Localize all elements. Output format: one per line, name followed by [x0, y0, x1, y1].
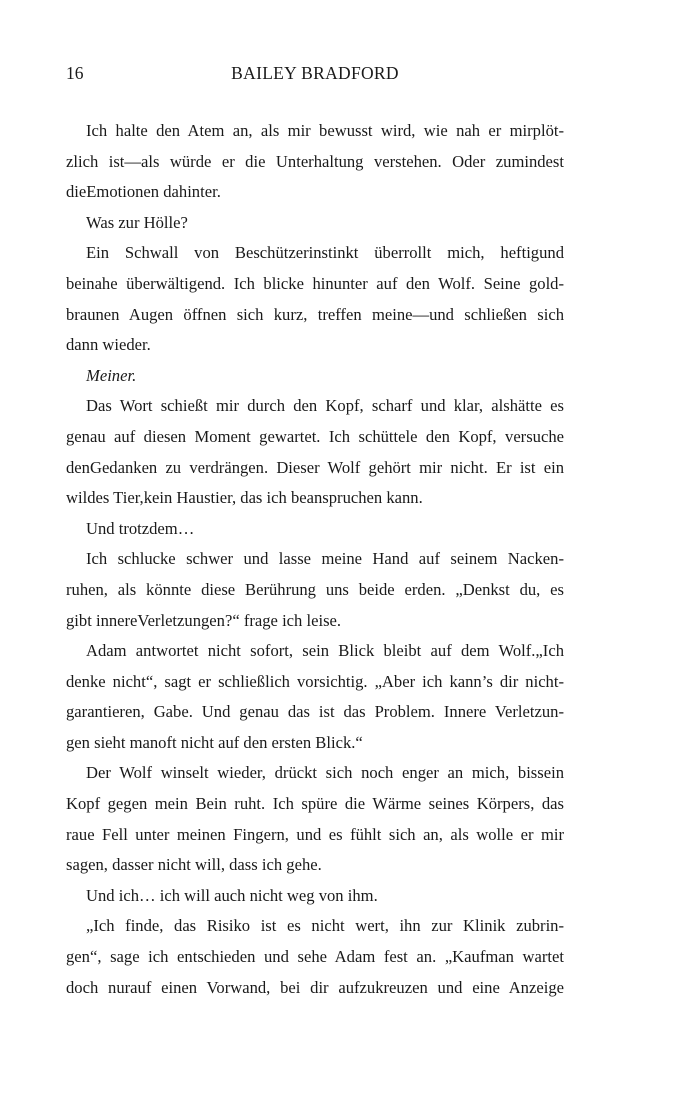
text-line: gen“, sage ich entschieden und sehe Adam fest an. „Kaufman wartet	[66, 947, 564, 967]
text-line: braunen Augen öffnen sich kurz, treffen meine—und schließen sich	[66, 304, 564, 324]
text-line: beinahe überwältigend. Ich blicke hinunter auf den Wolf. Seine gold-	[66, 273, 564, 293]
text-line: garantieren, Gabe. Und genau das ist das Problem. Innere Verletzun-	[66, 702, 564, 722]
text-line: dann wieder.	[66, 335, 151, 355]
text-line: Kopf gegen mein Bein ruht. Ich spüre die Wärme seines Körpers, das	[66, 794, 564, 814]
text-line: sagen, dasser nicht will, dass ich gehe.	[66, 855, 322, 875]
text-line: denGedanken zu verdrängen. Dieser Wolf gehört mir nicht. Er ist ein	[66, 457, 564, 477]
text-line: genau auf diesen Moment gewartet. Ich schüttele den Kopf, versuche	[66, 426, 564, 446]
text-line: Ich schlucke schwer und lasse meine Hand auf seinem Nacken-	[86, 549, 564, 569]
text-line: Adam antwortet nicht sofort, sein Blick bleibt auf dem Wolf.„Ich	[86, 641, 564, 661]
text-line: wildes Tier,kein Haustier, das ich beanspruchen kann.	[66, 488, 423, 508]
text-line: Ich halte den Atem an, als mir bewusst wird, wie nah er mirplöt-	[86, 121, 564, 140]
text-line: ruhen, als könnte diese Berührung uns beide erden. „Denkst du, es	[66, 579, 564, 599]
text-line: Und trotzdem…	[86, 518, 195, 538]
text-line: raue Fell unter meinen Fingern, und es fühlt sich an, als wolle er mir	[66, 824, 564, 844]
text-line: Das Wort schießt mir durch den Kopf, scharf und klar, alshätte es	[86, 396, 564, 416]
text-line: Der Wolf winselt wieder, drückt sich noch enger an mich, bissein	[86, 763, 564, 783]
text-line: Ein Schwall von Beschützerinstinkt überrollt mich, heftigund	[86, 243, 564, 263]
text-line: Was zur Hölle?	[86, 212, 188, 232]
text-line: denke nicht“, sagt er schließlich vorsichtig. „Aber ich kann’s dir nicht-	[66, 671, 564, 691]
text-line: doch nurauf einen Vorwand, bei dir aufzukreuzen und eine Anzeige	[66, 977, 564, 997]
text-line: Und ich… ich will auch nicht weg von ihm.	[86, 885, 378, 905]
text-line: „Ich finde, das Risiko ist es nicht wert, ihn zur Klinik zubrin-	[86, 916, 564, 936]
running-header-author: BAILEY BRADFORD	[231, 63, 399, 83]
running-head	[66, 61, 564, 85]
text-line: gen sieht manoft nicht auf den ersten Blick.“	[66, 732, 363, 752]
text-line: zlich ist—als würde er die Unterhaltung verstehen. Oder zumindest	[66, 151, 564, 171]
text-line: dieEmotionen dahinter.	[66, 182, 221, 202]
body-text	[66, 116, 564, 1003]
text-line: gibt innereVerletzungen?“ frage ich leise.	[66, 610, 342, 630]
page-number: 16	[66, 63, 84, 83]
text-line: Meiner.	[86, 365, 137, 385]
